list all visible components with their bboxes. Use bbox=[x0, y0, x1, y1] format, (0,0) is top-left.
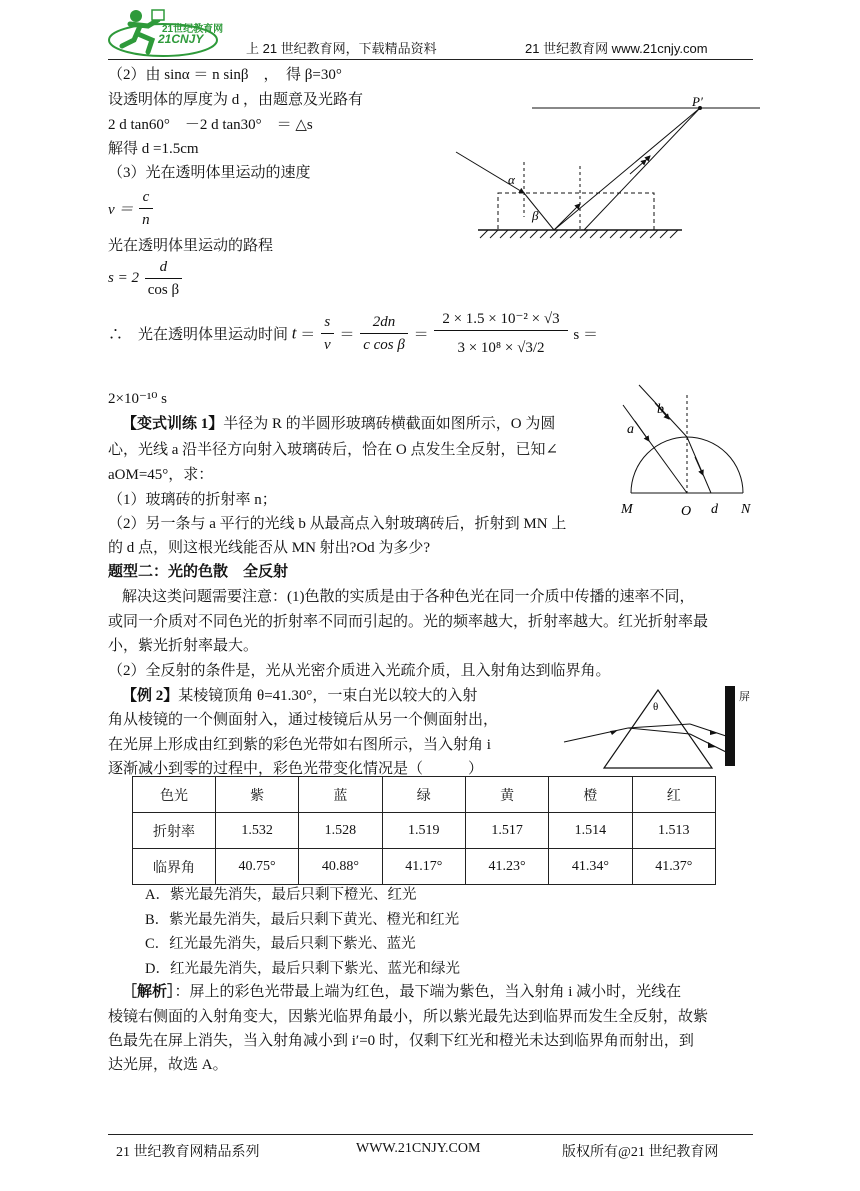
table-cell: 红 bbox=[632, 777, 715, 813]
variant-q1: （1）玻璃砖的折射率 n； bbox=[108, 492, 277, 508]
variant-line1-text: 半径为 R 的半圆形玻璃砖横截面如图所示，O 为圆 bbox=[223, 416, 556, 432]
path-lhs: s = 2 bbox=[108, 270, 139, 286]
table-cell: 1.528 bbox=[299, 813, 382, 849]
table-cell: 1.519 bbox=[382, 813, 465, 849]
analysis-line1-text: ：屏上的彩色光带最上端为红色，最下端为紫色，当入射角 i 减小时，光线在 bbox=[174, 984, 682, 1000]
variant-line1 bbox=[122, 414, 555, 434]
path-num: d bbox=[145, 256, 182, 279]
example2-line3: 在光屏上形成由红到紫的彩色光带如右图所示，当入射角 i bbox=[108, 737, 491, 753]
solution-line1: （2）由 sinα ＝ n sinβ ， 得 β=30° bbox=[108, 67, 342, 83]
table-cell: 色光 bbox=[133, 777, 216, 813]
time-frac1-num: s bbox=[321, 311, 334, 334]
label-a: a bbox=[627, 422, 634, 437]
time-frac3-num: 2 × 1.5 × 10⁻² × √3 bbox=[434, 308, 567, 331]
option-d: D．红光最先消失，最后只剩下紫光、蓝光和绿光 bbox=[145, 961, 460, 977]
solution-line4: 解得 d =1.5cm bbox=[108, 141, 199, 157]
label-beta: β bbox=[532, 208, 539, 223]
solution-line3: 2 d tan60° －2 d tan30° ＝ △s bbox=[108, 117, 313, 133]
table-cell: 40.75° bbox=[215, 849, 298, 885]
time-frac3 bbox=[434, 308, 567, 359]
velocity-lhs: v ＝ bbox=[108, 202, 134, 218]
time-frac1 bbox=[321, 311, 334, 356]
logo bbox=[108, 6, 238, 58]
time-result: 2×10⁻¹⁰ s bbox=[108, 391, 167, 407]
time-var: t bbox=[291, 323, 297, 343]
footer-right: 版权所有@21 世纪教育网 bbox=[562, 1145, 719, 1160]
header-rule bbox=[108, 59, 753, 60]
table-cell: 紫 bbox=[215, 777, 298, 813]
footer-left: 21 世纪教育网精品系列 bbox=[116, 1145, 260, 1160]
example2-line1-text: 某棱镜顶角 θ=41.30°，一束白光以较大的入射 bbox=[178, 688, 478, 704]
table-cell: 1.532 bbox=[215, 813, 298, 849]
table-cell: 41.17° bbox=[382, 849, 465, 885]
option-c: C．红光最先消失，最后只剩下紫光、蓝光 bbox=[145, 936, 416, 952]
footer-center: WWW.21CNJY.COM bbox=[356, 1141, 481, 1156]
refraction-table bbox=[132, 776, 716, 885]
footer-rule bbox=[108, 1134, 753, 1135]
time-frac2-num: 2dn bbox=[360, 311, 408, 334]
label-o: O bbox=[681, 504, 692, 519]
label-p: P′ bbox=[692, 94, 703, 109]
time-prefix: ∴ 光在透明体里运动时间 bbox=[108, 327, 289, 343]
table-cell: 临界角 bbox=[133, 849, 216, 885]
header-center-text: 上 21 世纪教育网，下载精品资料 bbox=[246, 41, 437, 56]
variant-q2b: 的 d 点，则这根光线能否从 MN 射出?Od 为多少? bbox=[108, 540, 431, 556]
label-d: d bbox=[711, 502, 718, 517]
time-frac2-den: c cos β bbox=[363, 337, 405, 353]
table-cell: 1.517 bbox=[465, 813, 548, 849]
section2-title: 题型二：光的色散 全反射 bbox=[108, 563, 289, 580]
example2-title: 【例 2】 bbox=[122, 688, 179, 704]
logo-line1: 21世纪教育网 bbox=[162, 24, 224, 35]
logo-line2: 21CNJY bbox=[158, 32, 204, 46]
slab-diagram bbox=[450, 92, 703, 252]
table-cell: 绿 bbox=[382, 777, 465, 813]
path-formula bbox=[108, 256, 184, 301]
analysis-line1 bbox=[122, 982, 681, 1002]
velocity-fraction bbox=[139, 186, 153, 231]
prism-diagram bbox=[560, 684, 760, 772]
table-cell: 折射率 bbox=[133, 813, 216, 849]
velocity-formula bbox=[108, 186, 155, 231]
table-cell: 蓝 bbox=[299, 777, 382, 813]
analysis-line3: 色最先在屏上消失，当入射角减小到 i′=0 时，仅剩下红光和橙光未达到临界角而射出，到 bbox=[108, 1033, 694, 1049]
label-screen: 屏 bbox=[739, 691, 750, 703]
table-cell: 41.37° bbox=[632, 849, 715, 885]
label-n: N bbox=[741, 502, 751, 517]
path-fraction bbox=[145, 256, 182, 301]
table-row bbox=[133, 849, 716, 885]
solution-line5: （3）光在透明体里运动的速度 bbox=[108, 165, 311, 181]
velocity-num: c bbox=[139, 186, 153, 209]
header-right-text: 21 世纪教育网 www.21cnjy.com bbox=[525, 41, 708, 56]
analysis-line4: 达光屏，故选 A。 bbox=[108, 1057, 228, 1073]
option-a: A．紫光最先消失，最后只剩下橙光、红光 bbox=[145, 887, 417, 903]
variant-title: 【变式训练 1】 bbox=[122, 416, 224, 432]
time-unit: s ＝ bbox=[573, 327, 598, 343]
section2-p1c: 小，紫光折射率最大。 bbox=[108, 638, 259, 654]
time-frac1-den: v bbox=[324, 337, 331, 353]
solution-line6: 光在透明体里运动的路程 bbox=[108, 238, 274, 254]
table-header-row bbox=[133, 777, 716, 813]
label-alpha: α bbox=[508, 172, 515, 187]
solution-line2: 设透明体的厚度为 d ，由题意及光路有 bbox=[108, 92, 364, 108]
example2-line2: 角从棱镜的一个侧面射入，通过棱镜后从另一个侧面射出， bbox=[108, 712, 499, 728]
table-cell: 1.513 bbox=[632, 813, 715, 849]
table-cell: 41.34° bbox=[549, 849, 632, 885]
variant-q2a: （2）另一条与 a 平行的光线 b 从最高点入射玻璃砖后，折射到 MN 上 bbox=[108, 516, 567, 532]
table-cell: 橙 bbox=[549, 777, 632, 813]
velocity-den: n bbox=[142, 212, 150, 228]
variant-line2: 心，光线 a 沿半径方向射入玻璃砖后，恰在 O 点发生全反射，已知∠ bbox=[108, 442, 559, 458]
section2-p1b: 或同一介质对不同色光的折射率不同而引起的。光的频率越大，折射率越大。红光折射率最 bbox=[108, 614, 709, 630]
label-theta: θ bbox=[653, 701, 659, 713]
time-frac2 bbox=[360, 311, 408, 356]
section2-p2: （2）全反射的条件是，光从光密介质进入光疏介质，且入射角达到临界角。 bbox=[108, 663, 611, 679]
label-b: b bbox=[657, 402, 664, 417]
semicircle-diagram bbox=[615, 385, 765, 525]
time-frac3-den: 3 × 10⁸ × √3/2 bbox=[457, 340, 545, 356]
label-m: M bbox=[621, 502, 633, 517]
variant-line3: aOM=45°，求： bbox=[108, 467, 214, 483]
time-formula: ∴ 光在透明体里运动时间 t ＝ $\frac{s}{v}$ ＝ $\frac{2dn}{\text{c cos β}}$ ＝ $\frac{\text{2 × 1.5 × 10⁻² × √3}}{\text{3 × 10⁸ × √3/2}}$ s ＝ bbox=[108, 308, 598, 359]
analysis-title: ［解析］ bbox=[122, 984, 175, 1000]
option-b: B．紫光最先消失，最后只剩下黄光、橙光和红光 bbox=[145, 912, 460, 928]
section2-p1a: 解决这类问题需要注意：(1)色散的实质是由于各种色光在同一介质中传播的速率不同， bbox=[122, 589, 695, 605]
table-cell: 41.23° bbox=[465, 849, 548, 885]
path-den: cos β bbox=[147, 282, 180, 298]
example2-line4: 逐渐减小到零的过程中，彩色光带变化情况是（ ） bbox=[108, 761, 484, 777]
table-row bbox=[133, 813, 716, 849]
table-cell: 1.514 bbox=[549, 813, 632, 849]
table-cell: 40.88° bbox=[299, 849, 382, 885]
example2-line1 bbox=[122, 686, 477, 706]
table-cell: 黄 bbox=[465, 777, 548, 813]
analysis-line2: 棱镜右侧面的入射角变大，因紫光临界角最小，所以紫光最先达到临界而发生全反射，故紫 bbox=[108, 1009, 709, 1025]
